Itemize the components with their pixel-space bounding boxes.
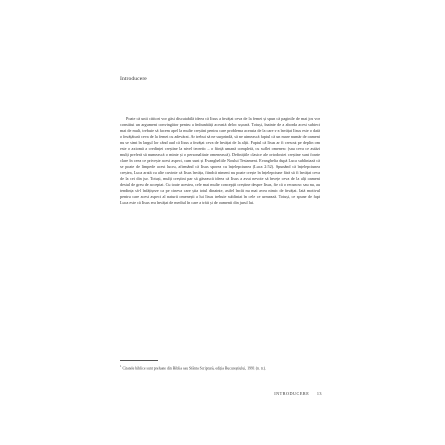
running-foot-title: INTRODUCERE	[274, 391, 310, 396]
running-head: Introducere	[120, 76, 147, 82]
footnote-rule	[120, 360, 158, 361]
footnote-mark: 1	[120, 364, 122, 368]
footnote	[120, 364, 320, 371]
running-foot	[252, 391, 322, 396]
footnote-text: Citatele biblice sunt preluate din Biblia sau Sfânta Scriptură, ediția Bucureștiului, 1991 (n. tr.).	[122, 366, 267, 371]
page-number: 13	[316, 391, 322, 396]
body-text	[120, 116, 320, 354]
body-paragraph: Poate că unii cititori vor găsi discutabilă ideea că Iisus a învățat ceva de la femei și spun că paginile de mai jos vor constitui un argument convingător pentru a îmbunătăți această deloc ușoară. Totuși, înainte de a aborda acest subiect mai de mult, trebuie să facem apel la multe creștini pentru care problema aceasta de la care s-a învățat Iisus este o dată o învățătură ceva de la femei cu adevărat. Ar trebui să ne surprindă, să ne uimească faptul că un mare număr de oameni nu se simt în largul lor când aud că Iisus a învățat ceva de învățat de la alții. Faptul că Iisus ar fi crescut pe deplin om este o axiomă a credinței creștine la nivel teoretic – o ființă umană completă, cu suflet omenesc (sau ceva ce astăzi mulți preferă să numească o minte și o personalitate omenească). Definițiile clasice ale ortodoxiei creștine sunt foarte clare în ceea ce privește acest aspect, cum sunt și Evangheliile Noului Testament. Evanghelia după Luca subliniază că se poate de limpede acest lucru, afirmând că Iisus sporea cu înțelepciunea (Luca 2:52). Spunând că înțelepciunea creștea, Luca arată cu alte cuvinte că Iisus învăța, fiindcă nimeni nu poate crește în înțelepciune fără să fi învățat ceva de la cei din jur. Totuși, mulți creștini par să găsească ideea că Iisus a avut nevoie să învețe ceva de la alți oameni destul de greu de acceptat. Cu toate acestea, cele mai multe concepții creștine despre Iisus, fie că o recunosc sau nu, au tendința să-l înfățișeze ca pe cineva care știa totul dinainte, astfel încât nu mai avea nimic de învățat. Iată motivul pentru care acest aspect al naturii omenești a lui Iisus trebuie subliniat în cele ce urmează. Totuși, ce spune de fapt Luca este că Iisus era învățat de mediul în care a trăit și de oamenii din jurul lui.	[120, 116, 320, 205]
